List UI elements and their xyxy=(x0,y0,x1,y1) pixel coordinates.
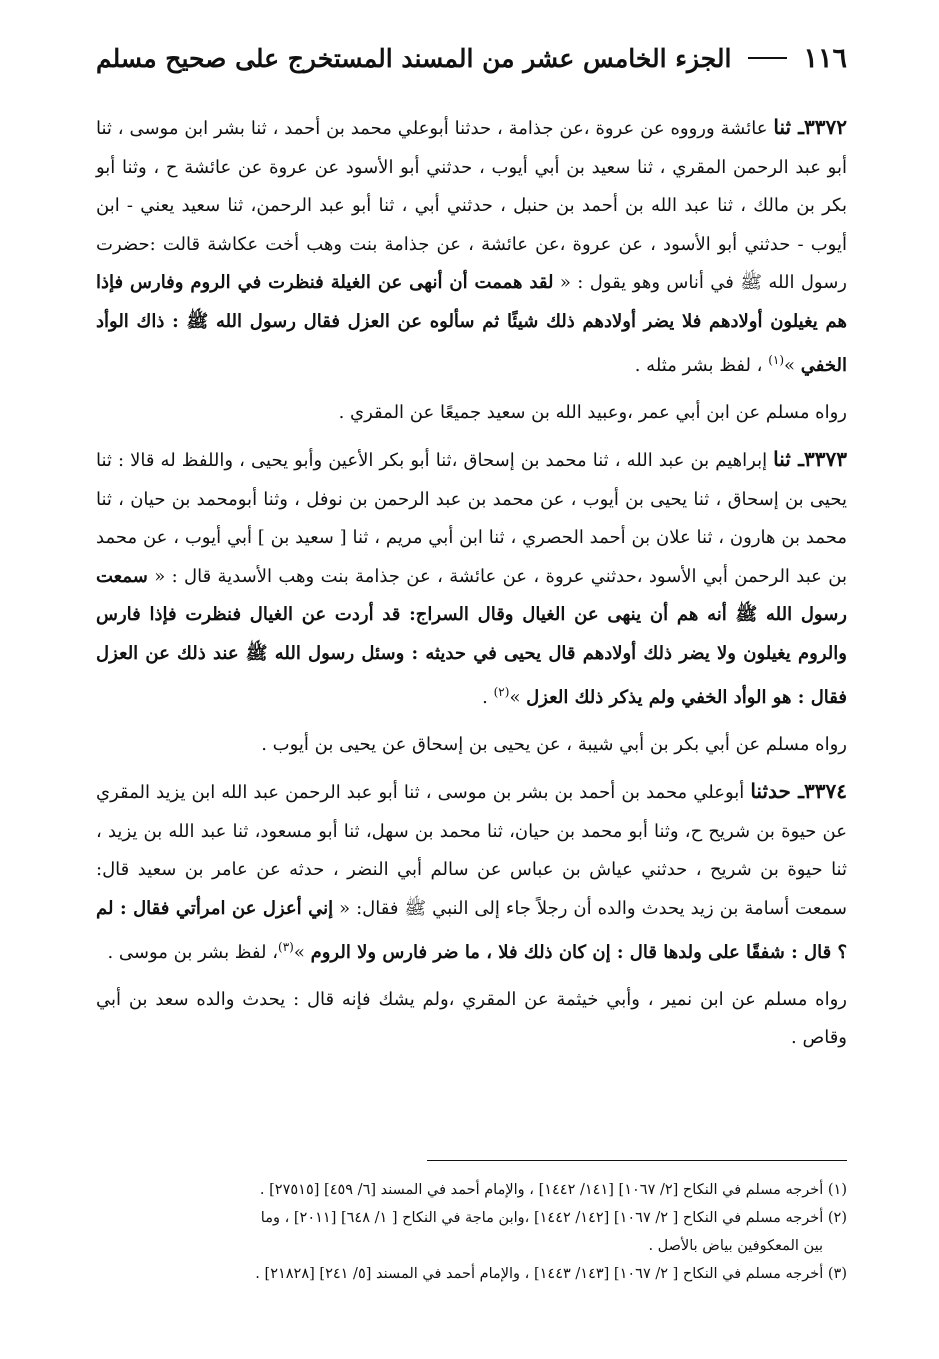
page-body xyxy=(96,108,847,1058)
footnote-marker: (٢) xyxy=(493,685,510,699)
quote-close: » xyxy=(784,355,801,376)
hadith-verb: ـ ثنا xyxy=(773,115,805,139)
footnote-2 xyxy=(96,1204,847,1260)
header-rule xyxy=(748,57,788,59)
isnad-text: إبراهيم بن عبد الله ، ثنا محمد بن إسحاق ،ثنا أبو بكر الأعين وأبو يحيى ، واللفظ له قالا : ثنا يحيى بن إسحاق ، ثنا يحيى بن أيوب ، عن محمد بن عبد الرحمن بن نوفل ، وثنا أبومحمد بن حيان ، ثنا محمد بن هارون ، ثنا علان بن أحمد الحصري ، ثنا ابن أبي مريم ، ثنا [ سعيد بن ] أبي أيوب ، عن محمد بن عبد الرحمن أبي الأسود ،حدثني عروة ، عن عائشة ، عن جذامة بنت وهب الأسدية قال : « xyxy=(96,450,847,587)
footnote-text: (١) أخرجه مسلم في النكاح [٢/ ١٠٦٧] [١٤١/ ١٤٤٢] ، والإمام أحمد في المسند [٦/ ٤٥٩] [٢٧٥١٥] . xyxy=(259,1182,847,1198)
footnotes xyxy=(96,1176,847,1288)
footnote-text: (٢) أخرجه مسلم في النكاح [ ٢/ ١٠٦٧] [١٤٢/ ١٤٤٢] ،وابن ماجة في النكاح [ ١/ ٦٤٨] [٢٠١١] ، وما xyxy=(260,1210,847,1226)
trailing-text: ، لفظ بشر مثله . xyxy=(634,355,769,376)
matn-text: لقد هممت أن أنهى عن الغيلة فنظرت في الروم وفارس فإذا هم يغيلون أولادهم فلا يضر أولادهم ذلك شيئًا ثم سألوه عن العزل فقال رسول الله ﷺ : ذاك الوأد الخفي xyxy=(96,272,847,376)
footnote-3 xyxy=(96,1260,847,1288)
footnote-continuation: بين المعكوفين بياض بالأصل . xyxy=(648,1238,823,1254)
hadith-verb: ـ حدثنا xyxy=(750,779,805,803)
running-title: الجزء الخامس عشر من المسند المستخرج على صحيح مسلم xyxy=(96,43,732,73)
trailing-text: . xyxy=(482,687,494,708)
quote-close: » xyxy=(293,942,311,963)
footnote-separator xyxy=(427,1160,847,1161)
hadith-3373 xyxy=(96,440,847,718)
hadith-number: ٣٣٧٤ xyxy=(804,779,848,803)
matn-text: إني أعزل عن امرأتي فقال : لم ؟ قال : شفقًا على ولدها قال : إن كان ذلك فلا ، ما ضر فارس ولا الروم xyxy=(96,897,847,963)
trailing-text: ، لفظ بشر بن موسى . xyxy=(107,942,279,963)
hadith-number: ٣٣٧٢ xyxy=(804,115,847,139)
isnad-text: أبوعلي محمد بن أحمد بن بشر بن موسى ، ثنا أبو عبد الرحمن عبد الله ابن يزيد المقري عن حيوة بن شريح ح، وثنا أبو محمد بن حيان، ثنا محمد بن سهل، ثنا أبو مسعود، ثنا عبد الله بن يزيد ، ثنا حيوة بن شريح ، حدثني عياش بن عباس عن سالم أبي النضر ، حدثه عن عامر بن سعيد قال: سمعت أسامة بن زيد يحدث والده أن رجلاً جاء إلى النبي ﷺ فقال: « xyxy=(96,782,847,919)
rawah-3374: رواه مسلم عن ابن نمير ، وأبي خيثمة عن المقري ،ولم يشك فإنه قال : يحدث والده سعد بن أبي وقاص . xyxy=(96,988,847,1048)
footnote-text: (٣) أخرجه مسلم في النكاح [ ٢/ ١٠٦٧] [١٤٣/ ١٤٤٣] ، والإمام أحمد في المسند [٥/ ٢٤١] [٢١٨٢٨] . xyxy=(255,1266,847,1282)
hadith-3374 xyxy=(96,772,847,973)
quote-close: » xyxy=(509,687,527,708)
hadith-verb: ـ ثنا xyxy=(773,447,805,471)
hadith-3372 xyxy=(96,108,847,386)
isnad-text: عائشة ورووه عن عروة ،عن جذامة ، حدثنا أبوعلي محمد بن أحمد ، ثنا بشر ابن موسى ، ثنا أبو عبد الرحمن المقري ، ثنا سعيد بن أبي أيوب ، حدثني أبو الأسود عن عروة عن عائشة ح ، وثنا أبو بكر بن مالك ، ثنا عبد الله بن أحمد بن حنبل ، حدثني أبي ، ثنا أبو عبد الرحمن، ثنا سعيد يعني - ابن أيوب - حدثني أبو الأسود ، عن عروة ،عن عائشة ، عن جذامة بنت وهب أخت عكاشة قالت :حضرت رسول الله ﷺ في أناس وهو يقول : « xyxy=(96,118,847,293)
page-number: ١١٦ xyxy=(803,42,847,74)
footnote-marker: (١) xyxy=(768,353,785,367)
page-header xyxy=(96,36,847,80)
rawah-3373: رواه مسلم عن أبي بكر بن أبي شيبة ، عن يحيى بن إسحاق عن يحيى بن أيوب . xyxy=(261,733,847,755)
matn-text: سمعت رسول الله ﷺ أنه هم أن ينهى عن الغيال وقال السراج: قد أردت عن الغيال فنظرت فإذا فارس والروم يغيلون ولا يضر ذلك أولادهم قال يحيى في حديثه : وسئل رسول الله ﷺ عند ذلك عن العزل فقال : هو الوأد الخفي ولم يذكر ذلك العزل xyxy=(96,565,847,708)
rawah-3372: رواه مسلم عن ابن أبي عمر ،وعبيد الله بن سعيد جميعًا عن المقري . xyxy=(338,401,847,423)
footnote-marker: (٣) xyxy=(278,940,294,954)
footnote-1 xyxy=(96,1176,847,1204)
hadith-number: ٣٣٧٣ xyxy=(804,447,847,471)
